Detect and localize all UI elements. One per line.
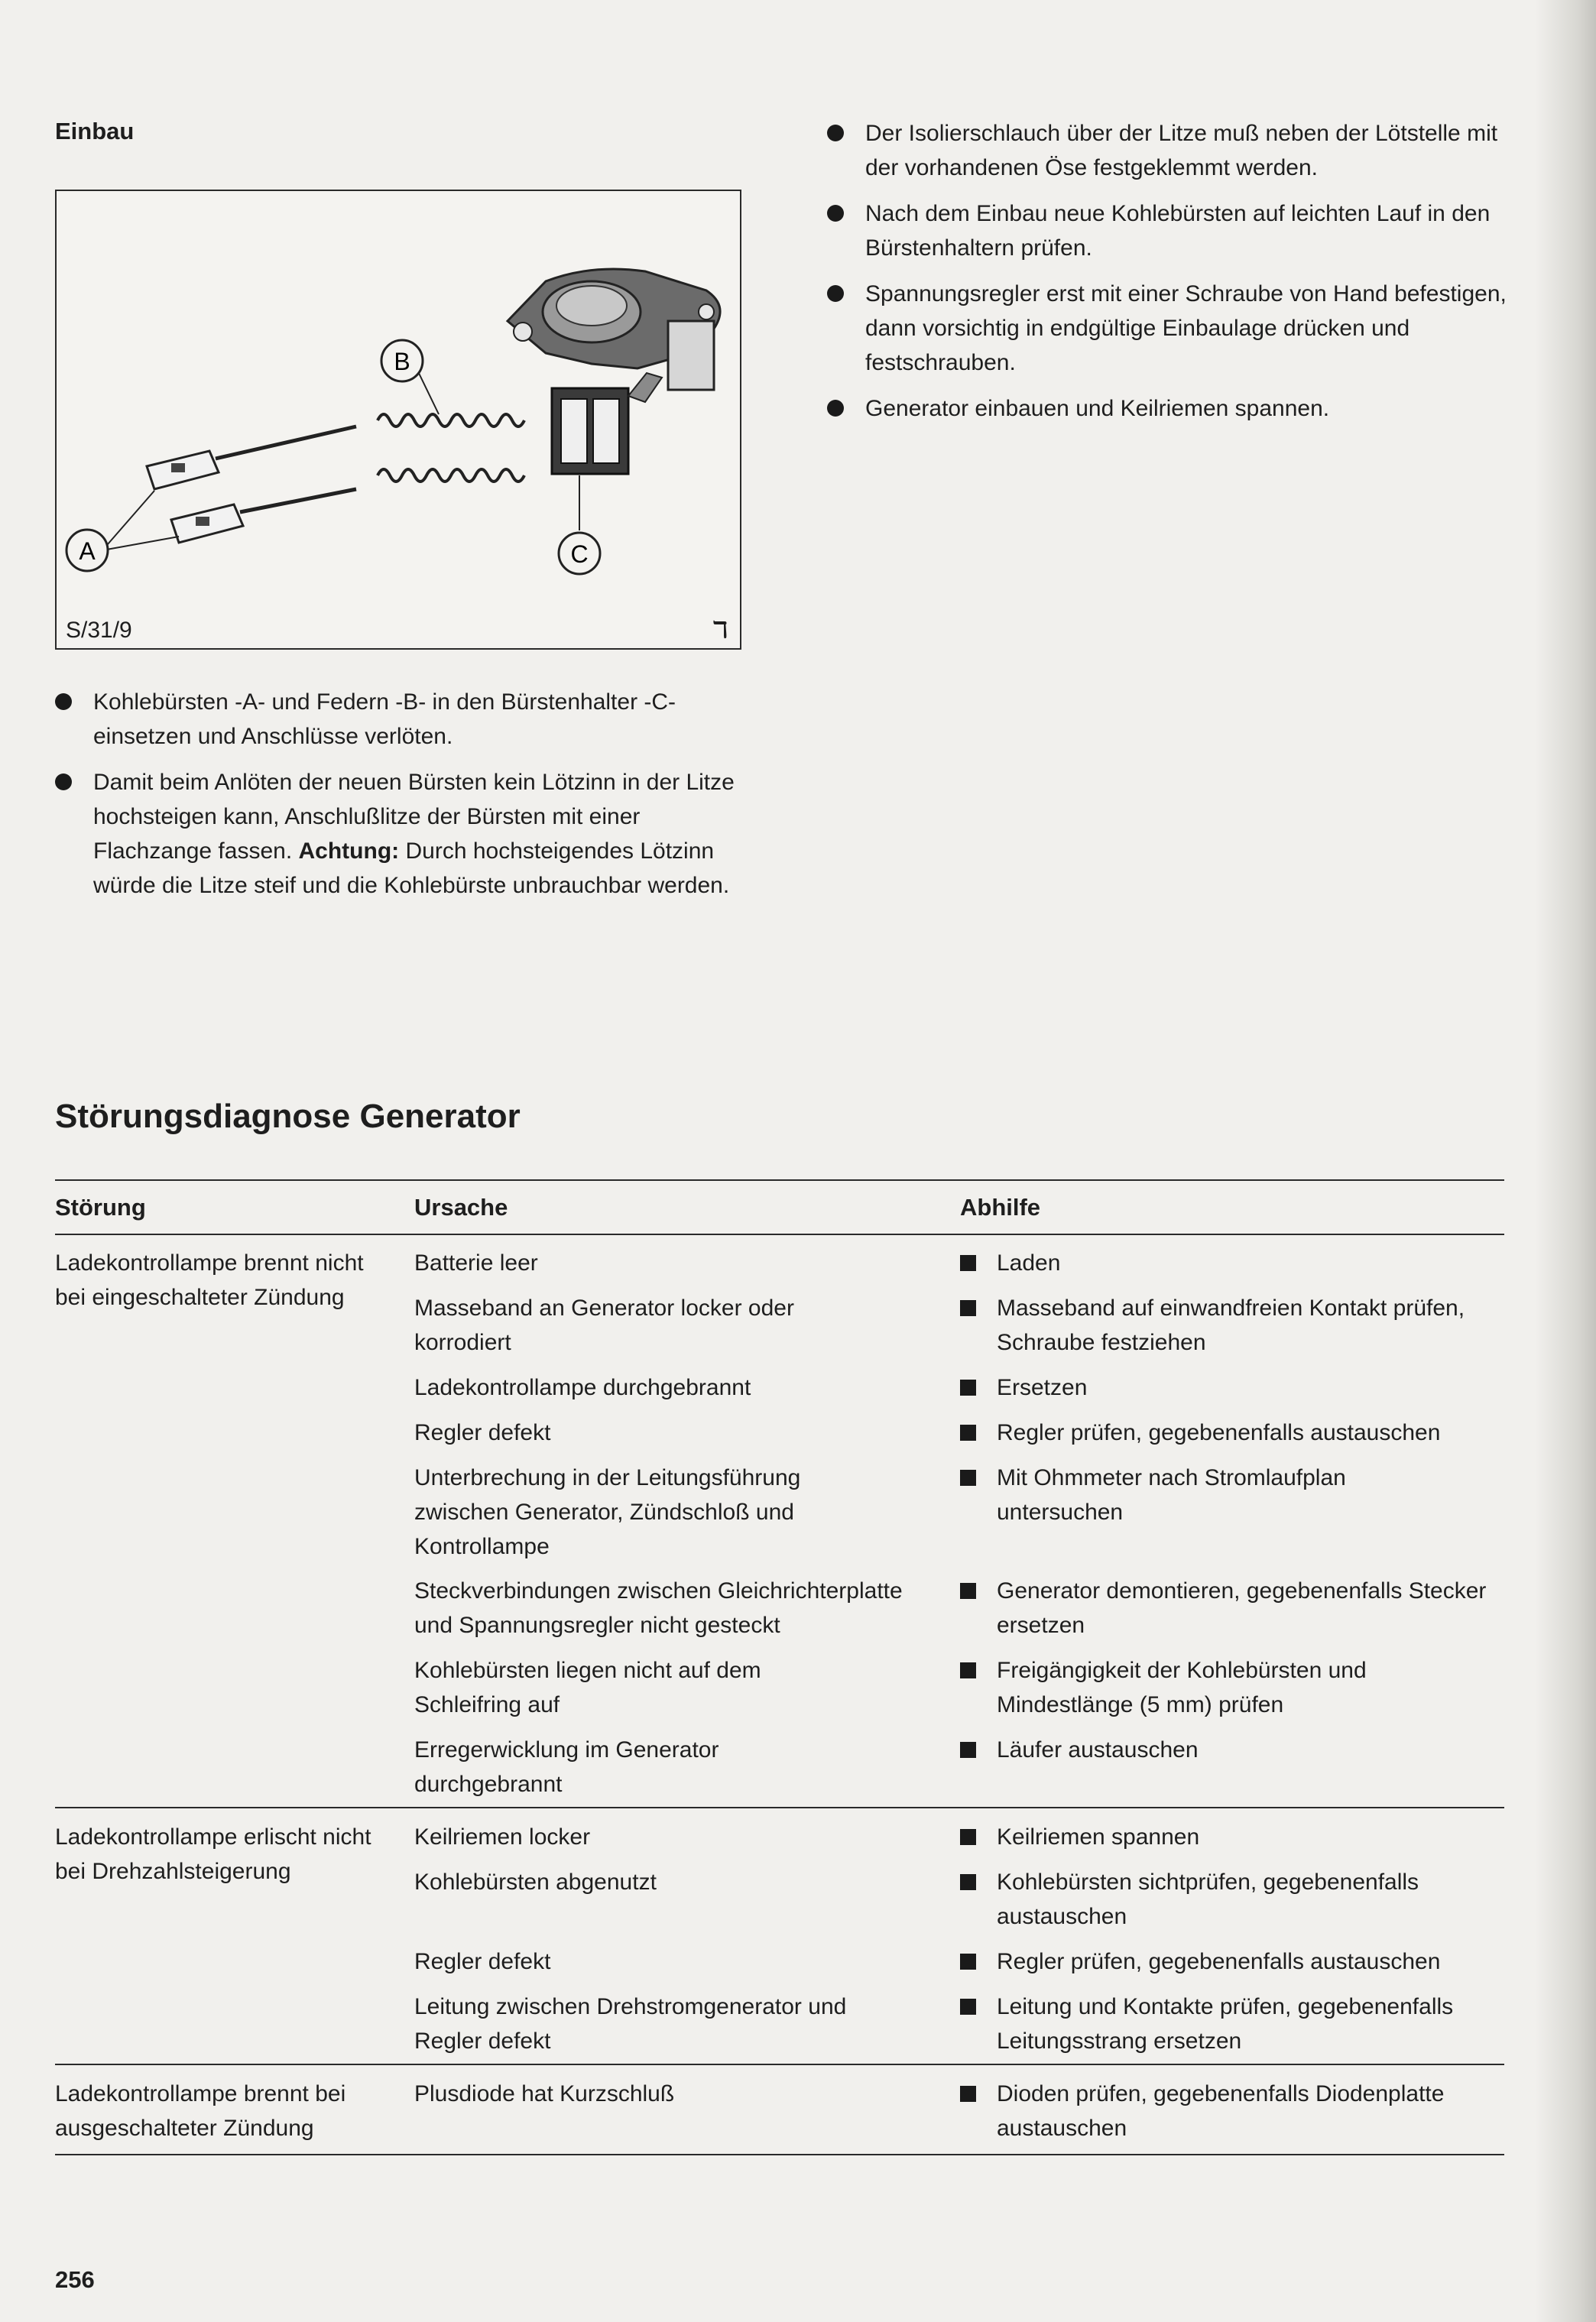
remedy-cell: Keilriemen spannen	[997, 1820, 1501, 1854]
cause-cell: Unterbrechung in der Leitungsführung zwischen Generator, Zündschloß und Kontrollampe	[414, 1465, 801, 1559]
table-top-rule	[55, 1179, 1504, 1181]
bullet-icon	[55, 773, 72, 790]
installation-steps-right	[827, 116, 1511, 437]
installation-steps-left	[55, 685, 743, 914]
fault-cell: Ladekontrollampe brennt nicht bei eingeschalteter Zündung	[55, 1250, 364, 1310]
square-bullet-icon	[960, 1829, 976, 1845]
cause-cell: Masseband an Generator locker oder korrodiert	[414, 1296, 794, 1355]
table-header-rule	[55, 1234, 1504, 1235]
page-number: 256	[55, 2266, 95, 2293]
bullet-icon	[827, 285, 844, 302]
list-item: Spannungsregler erst mit einer Schraube von Hand befestigen, dann vorsichtig in endgültige Einbaulage drücken und festschrauben.	[827, 277, 1511, 380]
column-header-remedy: Abhilfe	[960, 1194, 1041, 1221]
remedy-cell: Ersetzen	[997, 1370, 1501, 1405]
table-bottom-rule	[55, 2154, 1504, 2155]
list-item: Der Isolierschlauch über der Litze muß neben der Lötstelle mit der vorhandenen Öse festgeklemmt werden.	[827, 116, 1511, 185]
callout-a-label: A	[79, 537, 96, 565]
square-bullet-icon	[960, 1742, 976, 1758]
square-bullet-icon	[960, 1380, 976, 1396]
remedy-cell: Laden	[997, 1246, 1501, 1280]
fault-cell: Ladekontrollampe brennt bei ausgeschalteter Zündung	[55, 2081, 346, 2141]
callout-c-label: C	[570, 540, 589, 568]
list-item: Kohlebürsten -A- und Federn -B- in den Bürstenhalter -C- einsetzen und Anschlüsse verlöten.	[55, 685, 743, 754]
cause-cell: Batterie leer	[414, 1250, 538, 1276]
bullet-icon	[827, 125, 844, 141]
figure-caption: S/31/9	[66, 618, 132, 643]
cause-cell: Leitung zwischen Drehstromgenerator und Regler defekt	[414, 1994, 847, 2054]
diagnosis-title: Störungsdiagnose Generator	[55, 1098, 521, 1135]
remedy-cell: Dioden prüfen, gegebenenfalls Diodenplatte austauschen	[997, 2077, 1455, 2145]
cause-cell: Keilriemen locker	[414, 1824, 591, 1850]
square-bullet-icon	[960, 1999, 976, 2015]
list-item: Damit beim Anlöten der neuen Bürsten kein Lötzinn in der Litze hochsteigen kann, Anschlußlitze der Bürsten mit einer Flachzange fassen. Achtung: Durch hochsteigendes Lötzinn würde die Litze steif und die Kohlebürste unbrauchbar werden.	[55, 765, 743, 903]
bullet-icon	[827, 205, 844, 222]
callout-b-label: B	[394, 348, 410, 375]
cause-cell: Kohlebürsten liegen nicht auf dem Schleifring auf	[414, 1658, 761, 1717]
warning-label: Achtung:	[298, 838, 400, 864]
column-header-cause: Ursache	[414, 1194, 508, 1221]
cause-cell: Regler defekt	[414, 1420, 551, 1445]
section-label-einbau: Einbau	[55, 118, 135, 144]
cause-cell: Steckverbindungen zwischen Gleichrichterplatte und Spannungsregler nicht gesteckt	[414, 1578, 903, 1638]
square-bullet-icon	[960, 1255, 976, 1271]
cause-cell: Kohlebürsten abgenutzt	[414, 1870, 657, 1895]
square-bullet-icon	[960, 2086, 976, 2102]
square-bullet-icon	[960, 1954, 976, 1970]
page-edge-shadow	[1535, 0, 1596, 2322]
square-bullet-icon	[960, 1300, 976, 1316]
group-divider	[55, 2064, 1504, 2065]
square-bullet-icon	[960, 1874, 976, 1890]
figure-brush-holder	[55, 190, 741, 650]
remedy-cell: Regler prüfen, gegebenenfalls austauschen	[997, 1416, 1501, 1450]
remedy-cell: Freigängigkeit der Kohlebürsten und Mindestlänge (5 mm) prüfen	[997, 1653, 1471, 1722]
figure-mark: ℸ	[712, 618, 728, 643]
remedy-cell: Leitung und Kontakte prüfen, gegebenenfalls Leitungsstrang ersetzen	[997, 1990, 1486, 2058]
remedy-cell: Generator demontieren, gegebenenfalls Stecker ersetzen	[997, 1574, 1501, 1643]
square-bullet-icon	[960, 1425, 976, 1441]
remedy-cell: Kohlebürsten sichtprüfen, gegebenenfalls austauschen	[997, 1865, 1471, 1934]
group-divider	[55, 1807, 1504, 1808]
list-item: Nach dem Einbau neue Kohlebürsten auf leichten Lauf in den Bürstenhaltern prüfen.	[827, 196, 1511, 265]
remedy-cell: Regler prüfen, gegebenenfalls austauschen	[997, 1944, 1501, 1979]
square-bullet-icon	[960, 1470, 976, 1486]
cause-cell: Ladekontrollampe durchgebrannt	[414, 1375, 751, 1400]
cause-cell: Plusdiode hat Kurzschluß	[414, 2081, 675, 2106]
brush-holder-illustration	[57, 191, 740, 648]
cause-cell: Erregerwicklung im Generator durchgebrannt	[414, 1737, 719, 1797]
fault-cell: Ladekontrollampe erlischt nicht bei Drehzahlsteigerung	[55, 1824, 371, 1884]
square-bullet-icon	[960, 1662, 976, 1678]
square-bullet-icon	[960, 1583, 976, 1599]
list-item: Generator einbauen und Keilriemen spannen.	[827, 391, 1511, 426]
column-header-fault: Störung	[55, 1194, 146, 1221]
remedy-cell: Mit Ohmmeter nach Stromlaufplan untersuchen	[997, 1461, 1425, 1529]
bullet-icon	[55, 693, 72, 710]
remedy-cell: Masseband auf einwandfreien Kontakt prüfen, Schraube festziehen	[997, 1291, 1501, 1360]
cause-cell: Regler defekt	[414, 1949, 551, 1974]
bullet-icon	[827, 400, 844, 417]
remedy-cell: Läufer austauschen	[997, 1733, 1501, 1767]
